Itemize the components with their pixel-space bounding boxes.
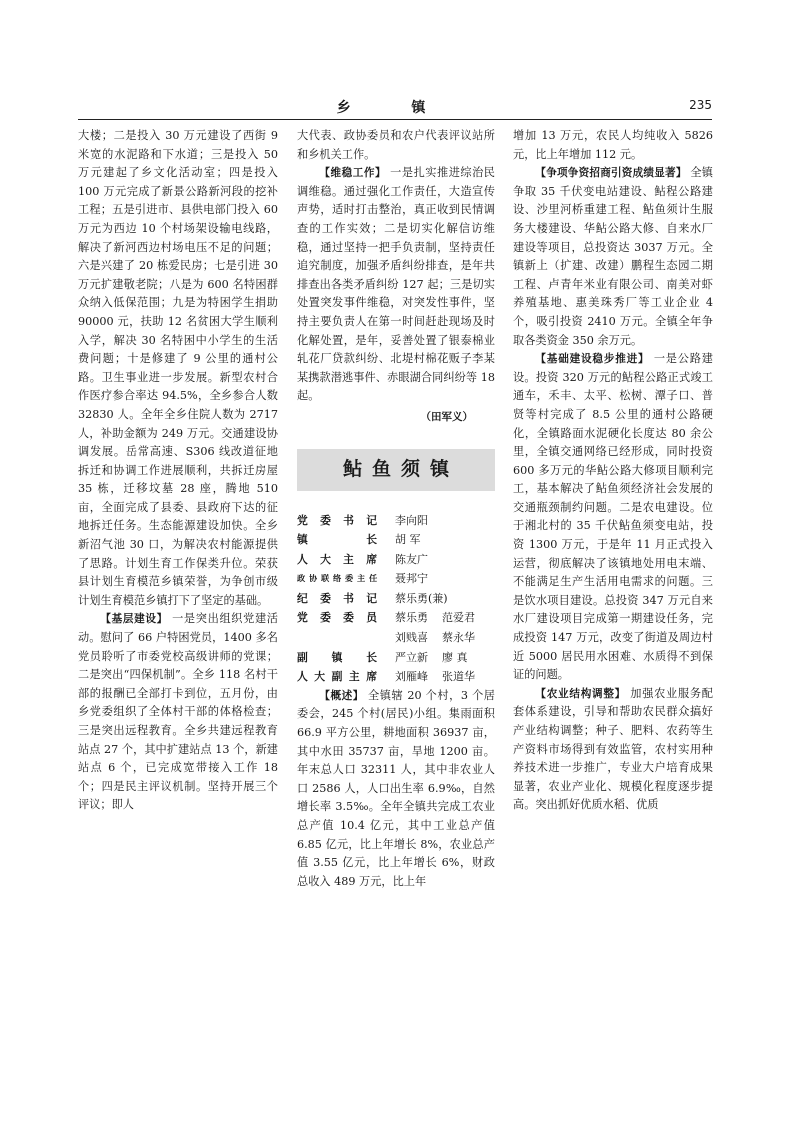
section-text: 全镇辖 20 个村，3 个居委会，245 个村(居民)小组。集雨面积 66.9 平方公里，耕地面积 36937 亩，其中水田 35737 亩，旱地 1200 亩。年末总人口 32311 人，其中非农业人口 2586 人，人口出生率 6.9‰，自然增长率 3.5‰。全年全镇共完成工农业总产值 10.4 亿元，其中工业总产值 6.85 亿元，比上年增长 8%，农业总产值 3.55 亿元，比上年增长 6%，财政总收入 489 万元，比上年 bbox=[297, 688, 495, 888]
officials-list bbox=[297, 511, 495, 687]
official-row bbox=[297, 550, 495, 570]
paragraph: 增加 13 万元，农民人均纯收入 5826 元，比上年增加 112 元。 bbox=[513, 129, 713, 161]
paragraph bbox=[513, 350, 713, 685]
section-title: 乡 镇 bbox=[336, 100, 454, 116]
official-name: 李向阳 bbox=[395, 513, 428, 527]
official-name: 蔡乐勇(兼) bbox=[395, 591, 448, 605]
paragraph: 大代表、政协委员和农户代表评议站所和乡机关工作。 bbox=[297, 129, 495, 161]
section-heading: 【争项争资招商引资成绩显著】 bbox=[535, 167, 687, 180]
section-text: 一是突出组织党建活动。慰问了 66 户特困党员，1400 多名党员聆听了市委党校高级讲师的党课；二是突出“四保机制”。全乡 118 名村干部的报酬已全部打卡到位，五月份，由乡党委组织了全体村干部的体格检查；三是突出远程教育。全乡共建远程教育站点 27 个，其中扩建站点 13 个，新建站点 6 个，已完成宽带接入工作 18 个；四是民主评议机制。坚持开展三个评议；即人 bbox=[78, 612, 278, 812]
paragraph bbox=[297, 687, 495, 892]
official-name: 范爱君 bbox=[442, 611, 475, 625]
section-text: 一是扎实推进综治民调维稳。通过强化工作责任，大造宣传声势，适时打击整治，真正收到民情调查的工作实效；二是切实化解信访维稳，通过坚持一把手负责制，坚持责任追究制度，加强矛盾纠纷排查，是年共排查出各类矛盾纠纷 127 起；三是切实处置突发事件维稳，对突发性事件，坚持主要负责人在第一时间赶赴现场及时化解处置，是年，妥善处置了银泰棉业轧花厂贷款纠纷、北堤村棉花贩子李某某携款潜逃事件、赤眼湖合同纠纷等 18 起。 bbox=[297, 166, 495, 403]
section-text: 加强农业服务配套体系建设，引导和帮助农民群众搞好产业结构调整；种子、肥料、农药等生产资料市场得到有效监管，农村实用种养技术进一步推广，专业大户培育成果显著，农业产业化、规模化程度逐步提高。突出抓好优质水稻、优质 bbox=[513, 686, 713, 812]
section-text: 全镇争取 35 千伏变电站建设、鲇程公路建设、沙里河桥重建工程、鲇鱼须计生服务大楼建设、华鲇公路大修、自来水厂建设等项目，总投资达 3037 万元。全镇新上（扩建、改建）鹏程生态园二期工程、卢青年米业有限公司、南美对虾养殖基地、惠美珠秀厂等工业企业 4 个，吸引投资 2410 万元。全镇全年争取各类资金 350 余万元。 bbox=[513, 166, 713, 347]
page-number: 235 bbox=[689, 98, 712, 112]
official-role: 纪委书记 bbox=[297, 591, 377, 605]
section-heading: 【概述】 bbox=[319, 689, 364, 702]
official-name: 严立新 bbox=[395, 650, 428, 664]
official-name: 刘雁峰 bbox=[395, 670, 428, 684]
official-role: 人大副主席 bbox=[297, 670, 377, 684]
official-name: 张道华 bbox=[442, 670, 475, 684]
official-row bbox=[297, 530, 495, 550]
official-role: 镇长 bbox=[297, 533, 377, 547]
running-header bbox=[78, 96, 712, 116]
official-row bbox=[297, 628, 495, 648]
column-2 bbox=[297, 127, 495, 891]
column-1 bbox=[78, 127, 278, 815]
official-name: 廖 真 bbox=[442, 650, 468, 664]
section-heading: 【基层建设】 bbox=[100, 613, 168, 626]
official-name: 蔡乐勇 bbox=[395, 611, 428, 625]
author-credit: （田军义） bbox=[420, 410, 473, 423]
section-heading: 【基础建设稳步推进】 bbox=[535, 353, 650, 366]
official-name: 胡 军 bbox=[395, 533, 421, 547]
official-role: 政协联络委主任 bbox=[297, 573, 377, 584]
header-rule bbox=[78, 119, 712, 120]
official-row bbox=[297, 589, 495, 609]
town-title-box bbox=[297, 449, 495, 491]
official-role: 副镇长 bbox=[297, 650, 377, 664]
official-role: 人大主席 bbox=[297, 552, 377, 566]
paragraph bbox=[513, 685, 713, 815]
town-title: 鲇鱼须镇 bbox=[342, 458, 459, 481]
official-name: 陈友广 bbox=[395, 552, 428, 566]
section-heading: 【农业结构调整】 bbox=[535, 687, 626, 700]
official-row bbox=[297, 511, 495, 531]
official-row bbox=[297, 569, 495, 589]
official-row bbox=[297, 608, 495, 628]
official-row bbox=[297, 667, 495, 687]
paragraph bbox=[513, 164, 713, 350]
paragraph: 大楼；二是投入 30 万元建设了西街 9 米宽的水泥路和下水道；三是投入 50 万元建起了乡文化活动室；四是投入 100 万元完成了新景公路新河段的挖补工程；五是引进市、县供电部门投入 60 万元为西边 10 个村场架设输电线路，解决了新河西边村场电压不足的问题；六是兴建了 20 栋爱民房；七是引进 30 万元扩建敬老院；八是为 600 名特困群众纳入低保范围；九是为特困学生捐助 90000 元，扶助 12 名贫困大学生顺利入学，解决 30 名特困中小学生的生活费问题；十是修建了 9 公里的通村公路。卫生事业进一步发展。新型农村合作医疗参合率达 94.5%，全乡参合人数 32830 人。全年全乡住院人数为 2717 人，补助金额为 249 万元。交通建设协调发展。岳常高速、S306 线改道征地拆迁和协调工作进展顺利，共拆迁房屋 35 栋，迁移坟墓 28 座，腾地 510 亩，全面完成了县委、县政府下达的征地拆迁任务。生态能源建设加快。全乡新沼气池 30 口，为解决农村能源提供了思路。计划生育工作保类升位。荣获县计划生育模范乡镇荣誉，为争创市级计划生育模范乡镇打下了坚定的基础。 bbox=[78, 129, 278, 607]
section-text: 一是公路建设。投资 320 万元的鲇程公路正式竣工通车，禾丰、太平、松树、潭子口、普贤等村完成了 8.5 公里的通村公路硬化，全镇路面水泥硬化长度达 80 余公里，全镇交通网络已经形成，同时投资 600 多万元的华鲇公路大修项目顺利完工，基本解决了鲇鱼须经济社会发展的交通瓶颈制约问题。二是农电建设。位于湘北村的 35 千伏鲇鱼须变电站，投资 1300 万元，于是年 11 月正式投入运营，彻底解决了该镇地处用电末端、不能满足生产生活用电需求的问题。三是饮水项目建设。总投资 347 万元自来水厂建设项目完成第一期建设任务，完成投资 147 万元，改变了街道及周边村近 5000 居民用水困难、水质得不到保证的问题。 bbox=[513, 352, 713, 682]
official-name: 刘贱喜 bbox=[395, 631, 428, 645]
paragraph bbox=[297, 164, 495, 406]
official-role: 党委书记 bbox=[297, 513, 377, 527]
section-heading: 【维稳工作】 bbox=[319, 167, 387, 180]
official-name: 蔡永华 bbox=[442, 631, 475, 645]
column-3 bbox=[513, 127, 713, 815]
paragraph bbox=[78, 610, 278, 815]
official-row bbox=[297, 648, 495, 668]
official-role: 党委委员 bbox=[297, 611, 377, 625]
official-name: 聂邦宁 bbox=[395, 572, 428, 586]
